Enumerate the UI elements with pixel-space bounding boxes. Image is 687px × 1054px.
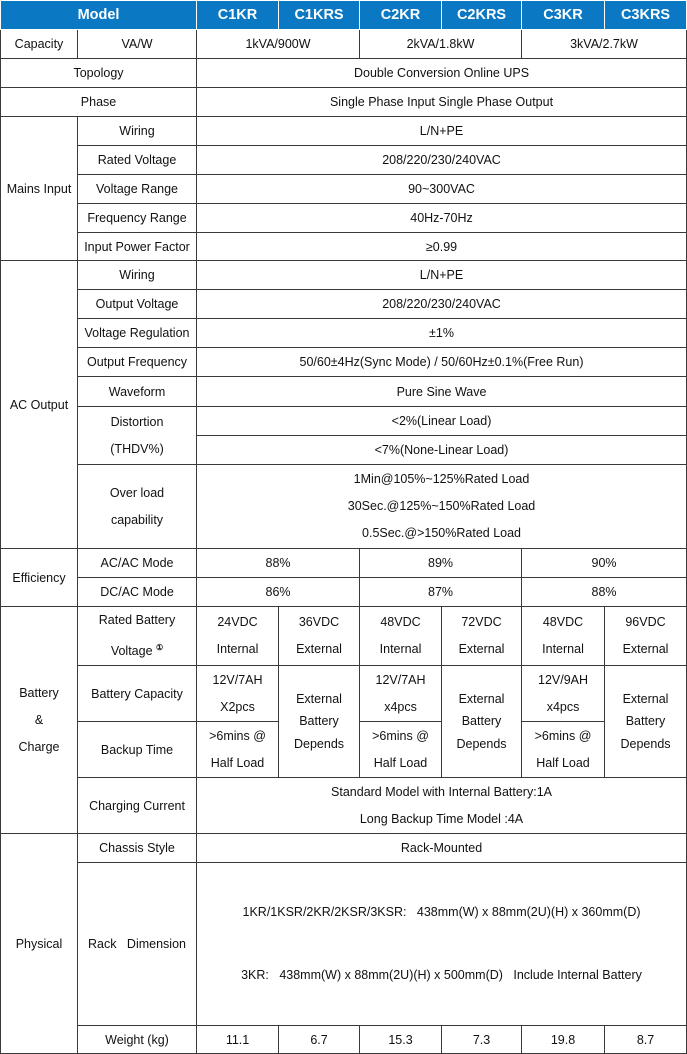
battery-rated-type: Internal	[542, 642, 584, 657]
mains-power-factor-label: Input Power Factor	[78, 233, 197, 261]
physical-dimension-value	[197, 863, 687, 1026]
battery-rated-label-line2	[80, 634, 194, 665]
model-c1krs-header: C1KRS	[279, 1, 360, 30]
battery-rated-c1krs	[279, 607, 360, 666]
weight-c3kr: 19.8	[522, 1026, 605, 1054]
battery-external-c2krs	[442, 666, 522, 778]
backup-load: Half Load	[373, 755, 428, 770]
mains-power-factor-row	[1, 233, 687, 261]
backup-time: >6mins @	[372, 728, 429, 743]
battery-rated-voltage: 96VDC	[625, 615, 666, 630]
header-row	[1, 1, 687, 30]
external-line: Depends	[620, 737, 671, 752]
physical-dimension-row	[1, 863, 687, 1026]
output-frequency-value: 50/60±4Hz(Sync Mode) / 50/60Hz±0.1%(Free Run)	[197, 348, 687, 377]
battery-capacity-row	[1, 666, 687, 722]
mains-power-factor-value: ≥0.99	[197, 233, 687, 261]
phase-label: Phase	[1, 88, 197, 117]
mains-rated-voltage-value: 208/220/230/240VAC	[197, 146, 687, 175]
output-wiring-value: L/N+PE	[197, 261, 687, 290]
efficiency-dcac-c2: 87%	[360, 578, 522, 607]
output-distortion-nonlinear: <7%(None-Linear Load)	[197, 436, 687, 465]
mains-frequency-range-row	[1, 204, 687, 233]
mains-voltage-range-row	[1, 175, 687, 204]
output-voltage-value: 208/220/230/240VAC	[197, 290, 687, 319]
physical-dimension-label: Rack Dimension	[78, 863, 197, 1026]
efficiency-dcac-label: DC/AC Mode	[78, 578, 197, 607]
mains-rated-voltage-row	[1, 146, 687, 175]
battery-rated-type: External	[458, 642, 505, 657]
backup-load: Half Load	[536, 755, 590, 770]
external-line: External	[622, 692, 669, 707]
efficiency-acac-c2: 89%	[360, 549, 522, 578]
output-wiring-label: Wiring	[78, 261, 197, 290]
charging-line1: Standard Model with Internal Battery:1A	[331, 784, 552, 799]
physical-chassis-row	[1, 834, 687, 863]
physical-weight-label: Weight (kg)	[78, 1026, 197, 1054]
backup-time: >6mins @	[534, 728, 592, 743]
backup-time: >6mins @	[209, 728, 266, 743]
battery-rated-type: Internal	[216, 642, 259, 657]
efficiency-dcac-row	[1, 578, 687, 607]
external-line: Battery	[461, 714, 502, 729]
capacity-c1: 1kVA/900W	[197, 30, 360, 59]
model-c2kr-header: C2KR	[360, 1, 442, 30]
battery-rated-voltage: 36VDC	[298, 615, 340, 630]
battery-external-c3krs	[605, 666, 687, 778]
mains-input-label: Mains Input	[1, 117, 78, 261]
battery-external-c1krs	[279, 666, 360, 778]
battery-rated-c2kr	[360, 607, 442, 666]
weight-c2kr: 15.3	[360, 1026, 442, 1054]
output-regulation-label: Voltage Regulation	[78, 319, 197, 348]
efficiency-acac-label: AC/AC Mode	[78, 549, 197, 578]
model-c3krs-header: C3KRS	[605, 1, 687, 30]
model-c1kr-header: C1KR	[197, 1, 279, 30]
battery-label	[1, 607, 78, 834]
output-voltage-label: Output Voltage	[78, 290, 197, 319]
footnote-marker: ①	[156, 643, 164, 652]
battery-backup-c1kr	[197, 722, 279, 778]
topology-label: Topology	[1, 59, 197, 88]
battery-capacity-count: x4pcs	[546, 699, 580, 714]
phase-value: Single Phase Input Single Phase Output	[197, 88, 687, 117]
capacity-c2: 2kVA/1.8kW	[360, 30, 522, 59]
topology-row	[1, 59, 687, 88]
battery-rated-voltage: 72VDC	[461, 615, 502, 630]
battery-rated-c3krs	[605, 607, 687, 666]
model-header: Model	[1, 1, 197, 30]
dimension-line2: 3KR: 438mm(W) x 88mm(2U)(H) x 500mm(D) Include Internal Battery	[241, 968, 642, 983]
efficiency-acac-c3: 90%	[522, 549, 687, 578]
efficiency-acac-c1: 88%	[197, 549, 360, 578]
battery-capacity-spec: 12V/7AH	[212, 672, 263, 687]
capacity-unit: VA/W	[78, 30, 197, 59]
topology-value: Double Conversion Online UPS	[197, 59, 687, 88]
weight-c1kr: 11.1	[197, 1026, 279, 1054]
external-line: Depends	[456, 737, 507, 752]
battery-capacity-spec: 12V/7AH	[375, 672, 426, 687]
weight-c2krs: 7.3	[442, 1026, 522, 1054]
battery-rated-label-voltage: Voltage	[110, 644, 153, 659]
weight-c1krs: 6.7	[279, 1026, 360, 1054]
battery-rated-voltage: 48VDC	[380, 615, 421, 630]
battery-rated-label-line1: Rated Battery	[98, 613, 176, 627]
battery-label-line3: Charge	[18, 739, 60, 754]
battery-capacity-c1kr	[197, 666, 279, 722]
output-overload-value	[197, 465, 687, 549]
external-line: External	[458, 692, 505, 707]
capacity-row	[1, 30, 687, 59]
external-line: Battery	[299, 714, 339, 729]
battery-capacity-spec: 12V/9AH	[538, 672, 589, 687]
physical-label: Physical	[1, 834, 78, 1054]
model-c2krs-header: C2KRS	[442, 1, 522, 30]
battery-rated-c2krs	[442, 607, 522, 666]
phase-row	[1, 88, 687, 117]
battery-backup-label: Backup Time	[78, 722, 197, 778]
output-overload-row	[1, 465, 687, 549]
external-line: Battery	[625, 714, 666, 729]
output-overload-label	[78, 465, 197, 549]
battery-rated-type: Internal	[379, 642, 422, 657]
output-waveform-row	[1, 377, 687, 407]
battery-label-line2: &	[34, 712, 44, 727]
distortion-label-line1: Distortion	[110, 414, 164, 429]
mains-wiring-label: Wiring	[78, 117, 197, 146]
mains-frequency-range-value: 40Hz-70Hz	[197, 204, 687, 233]
battery-backup-c2kr	[360, 722, 442, 778]
capacity-c3: 3kVA/2.7kW	[522, 30, 687, 59]
battery-rated-c1kr	[197, 607, 279, 666]
output-voltage-row	[1, 290, 687, 319]
output-waveform-value: Pure Sine Wave	[197, 377, 687, 407]
overload-label-line1: Over load	[109, 485, 165, 500]
battery-charging-value	[197, 778, 687, 834]
output-frequency-label: Output Frequency	[78, 348, 197, 377]
overload-line1: 1Min@105%~125%Rated Load	[353, 472, 530, 486]
mains-wiring-value: L/N+PE	[197, 117, 687, 146]
battery-rated-voltage: 48VDC	[542, 615, 584, 630]
overload-line3: 0.5Sec.@>150%Rated Load	[362, 526, 521, 540]
battery-capacity-label: Battery Capacity	[78, 666, 197, 722]
battery-capacity-count: X2pcs	[220, 699, 255, 714]
battery-rated-label	[78, 607, 197, 666]
efficiency-dcac-c3: 88%	[522, 578, 687, 607]
battery-charging-row	[1, 778, 687, 834]
efficiency-dcac-c1: 86%	[197, 578, 360, 607]
battery-capacity-c3kr	[522, 666, 605, 722]
overload-line2: 30Sec.@125%~150%Rated Load	[347, 499, 536, 513]
mains-voltage-range-label: Voltage Range	[78, 175, 197, 204]
battery-rated-type: External	[622, 642, 669, 657]
battery-rated-c3kr	[522, 607, 605, 666]
battery-backup-c3kr	[522, 722, 605, 778]
battery-label-line1: Battery	[19, 685, 59, 700]
overload-label-line2: capability	[110, 512, 164, 527]
battery-rated-row	[1, 607, 687, 666]
battery-charging-label: Charging Current	[78, 778, 197, 834]
weight-c3krs: 8.7	[605, 1026, 687, 1054]
battery-capacity-c2kr	[360, 666, 442, 722]
output-regulation-row	[1, 319, 687, 348]
physical-weight-row	[1, 1026, 687, 1054]
battery-rated-type: External	[296, 642, 342, 657]
charging-line2: Long Backup Time Model :4A	[359, 811, 524, 826]
output-regulation-value: ±1%	[197, 319, 687, 348]
battery-capacity-count: x4pcs	[384, 699, 417, 714]
ac-output-label: AC Output	[1, 261, 78, 549]
output-distortion-label	[78, 407, 197, 465]
output-distortion-row	[1, 407, 687, 436]
mains-frequency-range-label: Frequency Range	[78, 204, 197, 233]
mains-wiring-row	[1, 117, 687, 146]
backup-load: Half Load	[210, 755, 265, 770]
mains-voltage-range-value: 90~300VAC	[197, 175, 687, 204]
physical-chassis-value: Rack-Mounted	[197, 834, 687, 863]
output-distortion-linear: <2%(Linear Load)	[197, 407, 687, 436]
output-waveform-label: Waveform	[78, 377, 197, 407]
efficiency-acac-row	[1, 549, 687, 578]
physical-chassis-label: Chassis Style	[78, 834, 197, 863]
output-frequency-row	[1, 348, 687, 377]
external-line: Depends	[293, 737, 345, 752]
capacity-label: Capacity	[1, 30, 78, 59]
model-c3kr-header: C3KR	[522, 1, 605, 30]
dimension-line1: 1KR/1KSR/2KR/2KSR/3KSR: 438mm(W) x 88mm(2U)(H) x 360mm(D)	[242, 905, 641, 920]
efficiency-label: Efficiency	[1, 549, 78, 607]
distortion-label-line2: (THDV%)	[110, 441, 164, 456]
external-line: External	[296, 692, 342, 707]
battery-rated-voltage: 24VDC	[217, 615, 258, 630]
output-wiring-row	[1, 261, 687, 290]
mains-rated-voltage-label: Rated Voltage	[78, 146, 197, 175]
